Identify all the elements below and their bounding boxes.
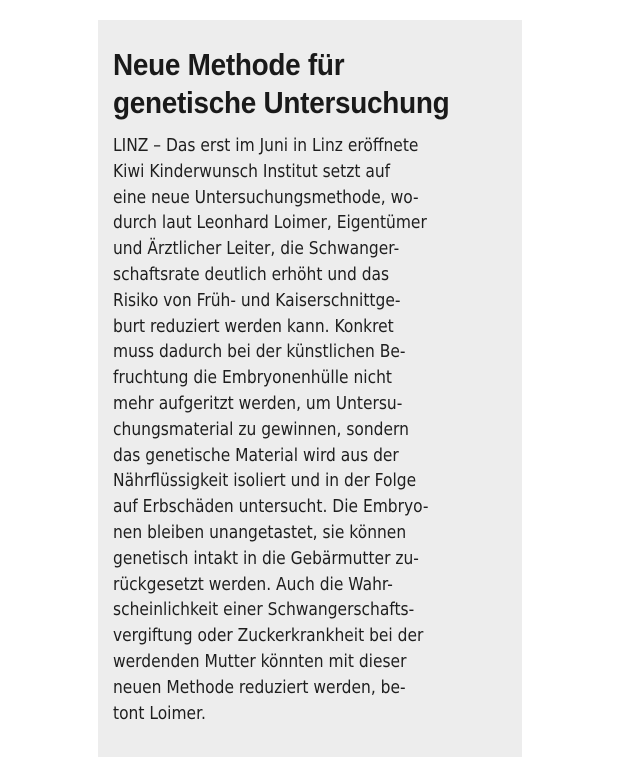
body-line: Kiwi Kinderwunsch Institut setzt auf <box>113 160 391 182</box>
body-line: burt reduziert werden kann. Konkret <box>113 315 394 337</box>
body-line: eine neue Untersuchungsmethode, wo- <box>113 186 419 208</box>
body-line: rückgesetzt werden. Auch die Wahr- <box>113 573 393 595</box>
body-line: mehr aufgeritzt werden, um Untersu- <box>113 392 403 414</box>
body-line: vergiftung oder Zuckerkrankheit bei der <box>113 625 424 647</box>
body-line: chungsmaterial zu gewinnen, sondern <box>113 418 409 440</box>
body-line: schaftsrate deutlich erhöht und das <box>113 263 390 285</box>
article-body <box>113 133 453 726</box>
body-line: scheinlichkeit einer Schwangerschafts- <box>113 599 415 621</box>
body-line: auf Erbschäden untersucht. Die Embryo- <box>113 496 429 518</box>
body-line: genetisch intakt in die Gebärmutter zu- <box>113 547 419 569</box>
body-line: nen bleiben unangetastet, sie können <box>113 521 407 543</box>
article-headline <box>113 46 469 122</box>
body-line: durch laut Leonhard Loimer, Eigentümer <box>113 212 427 234</box>
body-line: das genetische Material wird aus der <box>113 444 399 466</box>
body-line: werdenden Mutter könnten mit dieser <box>113 650 407 672</box>
body-line: Risiko von Früh- und Kaiserschnittge- <box>113 289 401 311</box>
body-line: und Ärztlicher Leiter, die Schwanger- <box>113 238 400 260</box>
body-line: neuen Methode reduziert werden, be- <box>113 676 406 698</box>
newspaper-clipping <box>98 20 522 757</box>
body-line: muss dadurch bei der künstlichen Be- <box>113 341 406 363</box>
headline-line: genetische Untersuchung <box>113 85 450 120</box>
body-line: Nährflüssigkeit isoliert und in der Folge <box>113 470 417 492</box>
body-line: LINZ – Das erst im Juni in Linz eröffnete <box>113 135 419 156</box>
body-line: tont Loimer. <box>113 702 206 724</box>
headline-line: Neue Methode für <box>113 47 345 82</box>
body-line: fruchtung die Embryonenhülle nicht <box>113 367 392 389</box>
